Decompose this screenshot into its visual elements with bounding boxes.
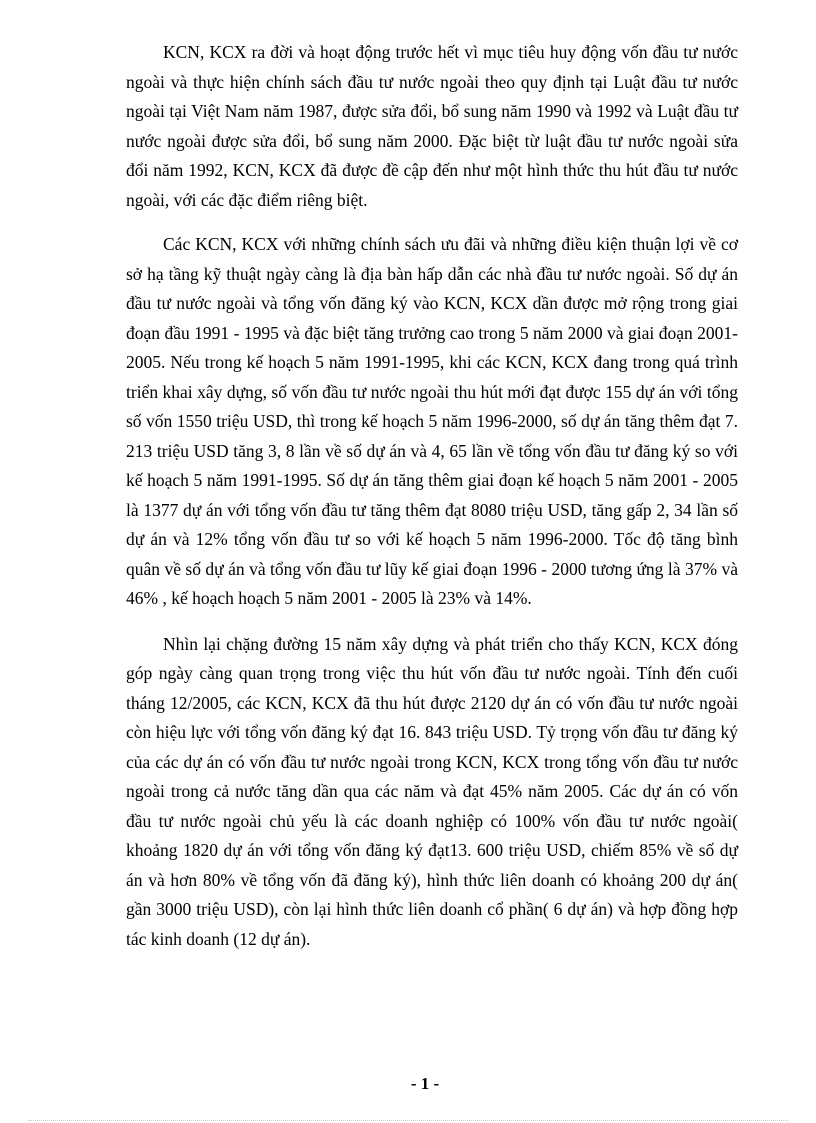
paragraph-1: KCN, KCX ra đời và hoạt động trước hết vì mục tiêu huy động vốn đầu tư nước ngoài và thực hiện chính sách đầu tư nước ngoài theo quy định tại Luật đầu tư nước ngoài tại Việt Nam năm 1987, được sửa đổi, bổ sung năm 1990 và 1992 và Luật đầu tư nước ngoài được sửa đổi, bổ sung năm 2000. Đặc biệt từ luật đầu tư nước ngoài sửa đổi năm 1992, KCN, KCX đã được đề cập đến như một hình thức thu hút đầu tư nước ngoài, với các đặc điểm riêng biệt. — [126, 42, 738, 210]
document-page — [126, 38, 738, 954]
paragraph-3: Nhìn lại chặng đường 15 năm xây dựng và phát triển cho thấy KCN, KCX đóng góp ngày càng quan trọng trong việc thu hút vốn đầu tư nước ngoài. Tính đến cuối tháng 12/2005, các KCN, KCX đã thu hút được 2120 dự án có vốn đầu tư nước ngoài còn hiệu lực với tổng vốn đăng ký đạt 16. 843 triệu USD. Tỷ trọng vốn đầu tư đăng ký của các dự án có vốn đầu tư nước ngoài trong KCN, KCX trong tổng vốn đầu tư nước ngoài trong cả nước tăng dần qua các năm và đạt 45% năm 2005. Các dự án có vốn đầu tư nước ngoài chủ yếu là các doanh nghiệp có 100% vốn đầu tư nước ngoài( khoảng 1820 dự án với tổng vốn đăng ký đạt13. 600 triệu USD, chiếm 85% về số dự án và hơn 80% về tổng vốn đã đăng ký), hình thức liên doanh có khoảng 200 dự án( gần 3000 triệu USD), còn lại hình thức liên doanh cổ phần( 6 dự án) và hợp đồng hợp tác kinh doanh (12 dự án). — [126, 633, 738, 949]
paragraph-2: Các KCN, KCX với những chính sách ưu đãi và những điều kiện thuận lợi về cơ sở hạ tầng kỹ thuật ngày càng là địa bàn hấp dẫn các nhà đầu tư nước ngoài. Số dự án đầu tư nước ngoài và tổng vốn đăng ký vào KCN, KCX dần được mở rộng trong giai đoạn đầu 1991 - 1995 và đặc biệt tăng trưởng cao trong 5 năm 2000 và giai đoạn 2001- 2005. Nếu trong kế hoạch 5 năm 1991-1995, khi các KCN, KCX đang trong quá trình triển khai xây dựng, số vốn đầu tư nước ngoài thu hút mới đạt được 155 dự án với tổng số vốn 1550 triệu USD, thì trong kế hoạch 5 năm 1996-2000, số dự án tăng thêm đạt 7. 213 triệu USD tăng 3, 8 lần về số dự án và 4, 65 lần về tổng vốn đầu tư đăng ký so với kế hoạch 5 năm 1991-1995. Số dự án tăng thêm giai đoạn kế hoạch 5 năm 2001 - 2005 là 1377 dự án với tổng vốn đầu tư tăng thêm đạt 8080 triệu USD, tăng gấp 2, 34 lần số dự án và 12% tổng vốn đầu tư so với kế hoạch 5 năm 1996-2000. Tốc độ tăng bình quân về số dự án và tổng vốn đầu tư lũy kế giai đoạn 1996 - 2000 tương ứng là 37% và 46% , kế hoạch hoạch 5 năm 2001 - 2005 là 23% và 14%. — [126, 234, 738, 608]
page-number: - 1 - — [410, 1074, 440, 1093]
page-bottom-divider — [28, 1120, 788, 1121]
